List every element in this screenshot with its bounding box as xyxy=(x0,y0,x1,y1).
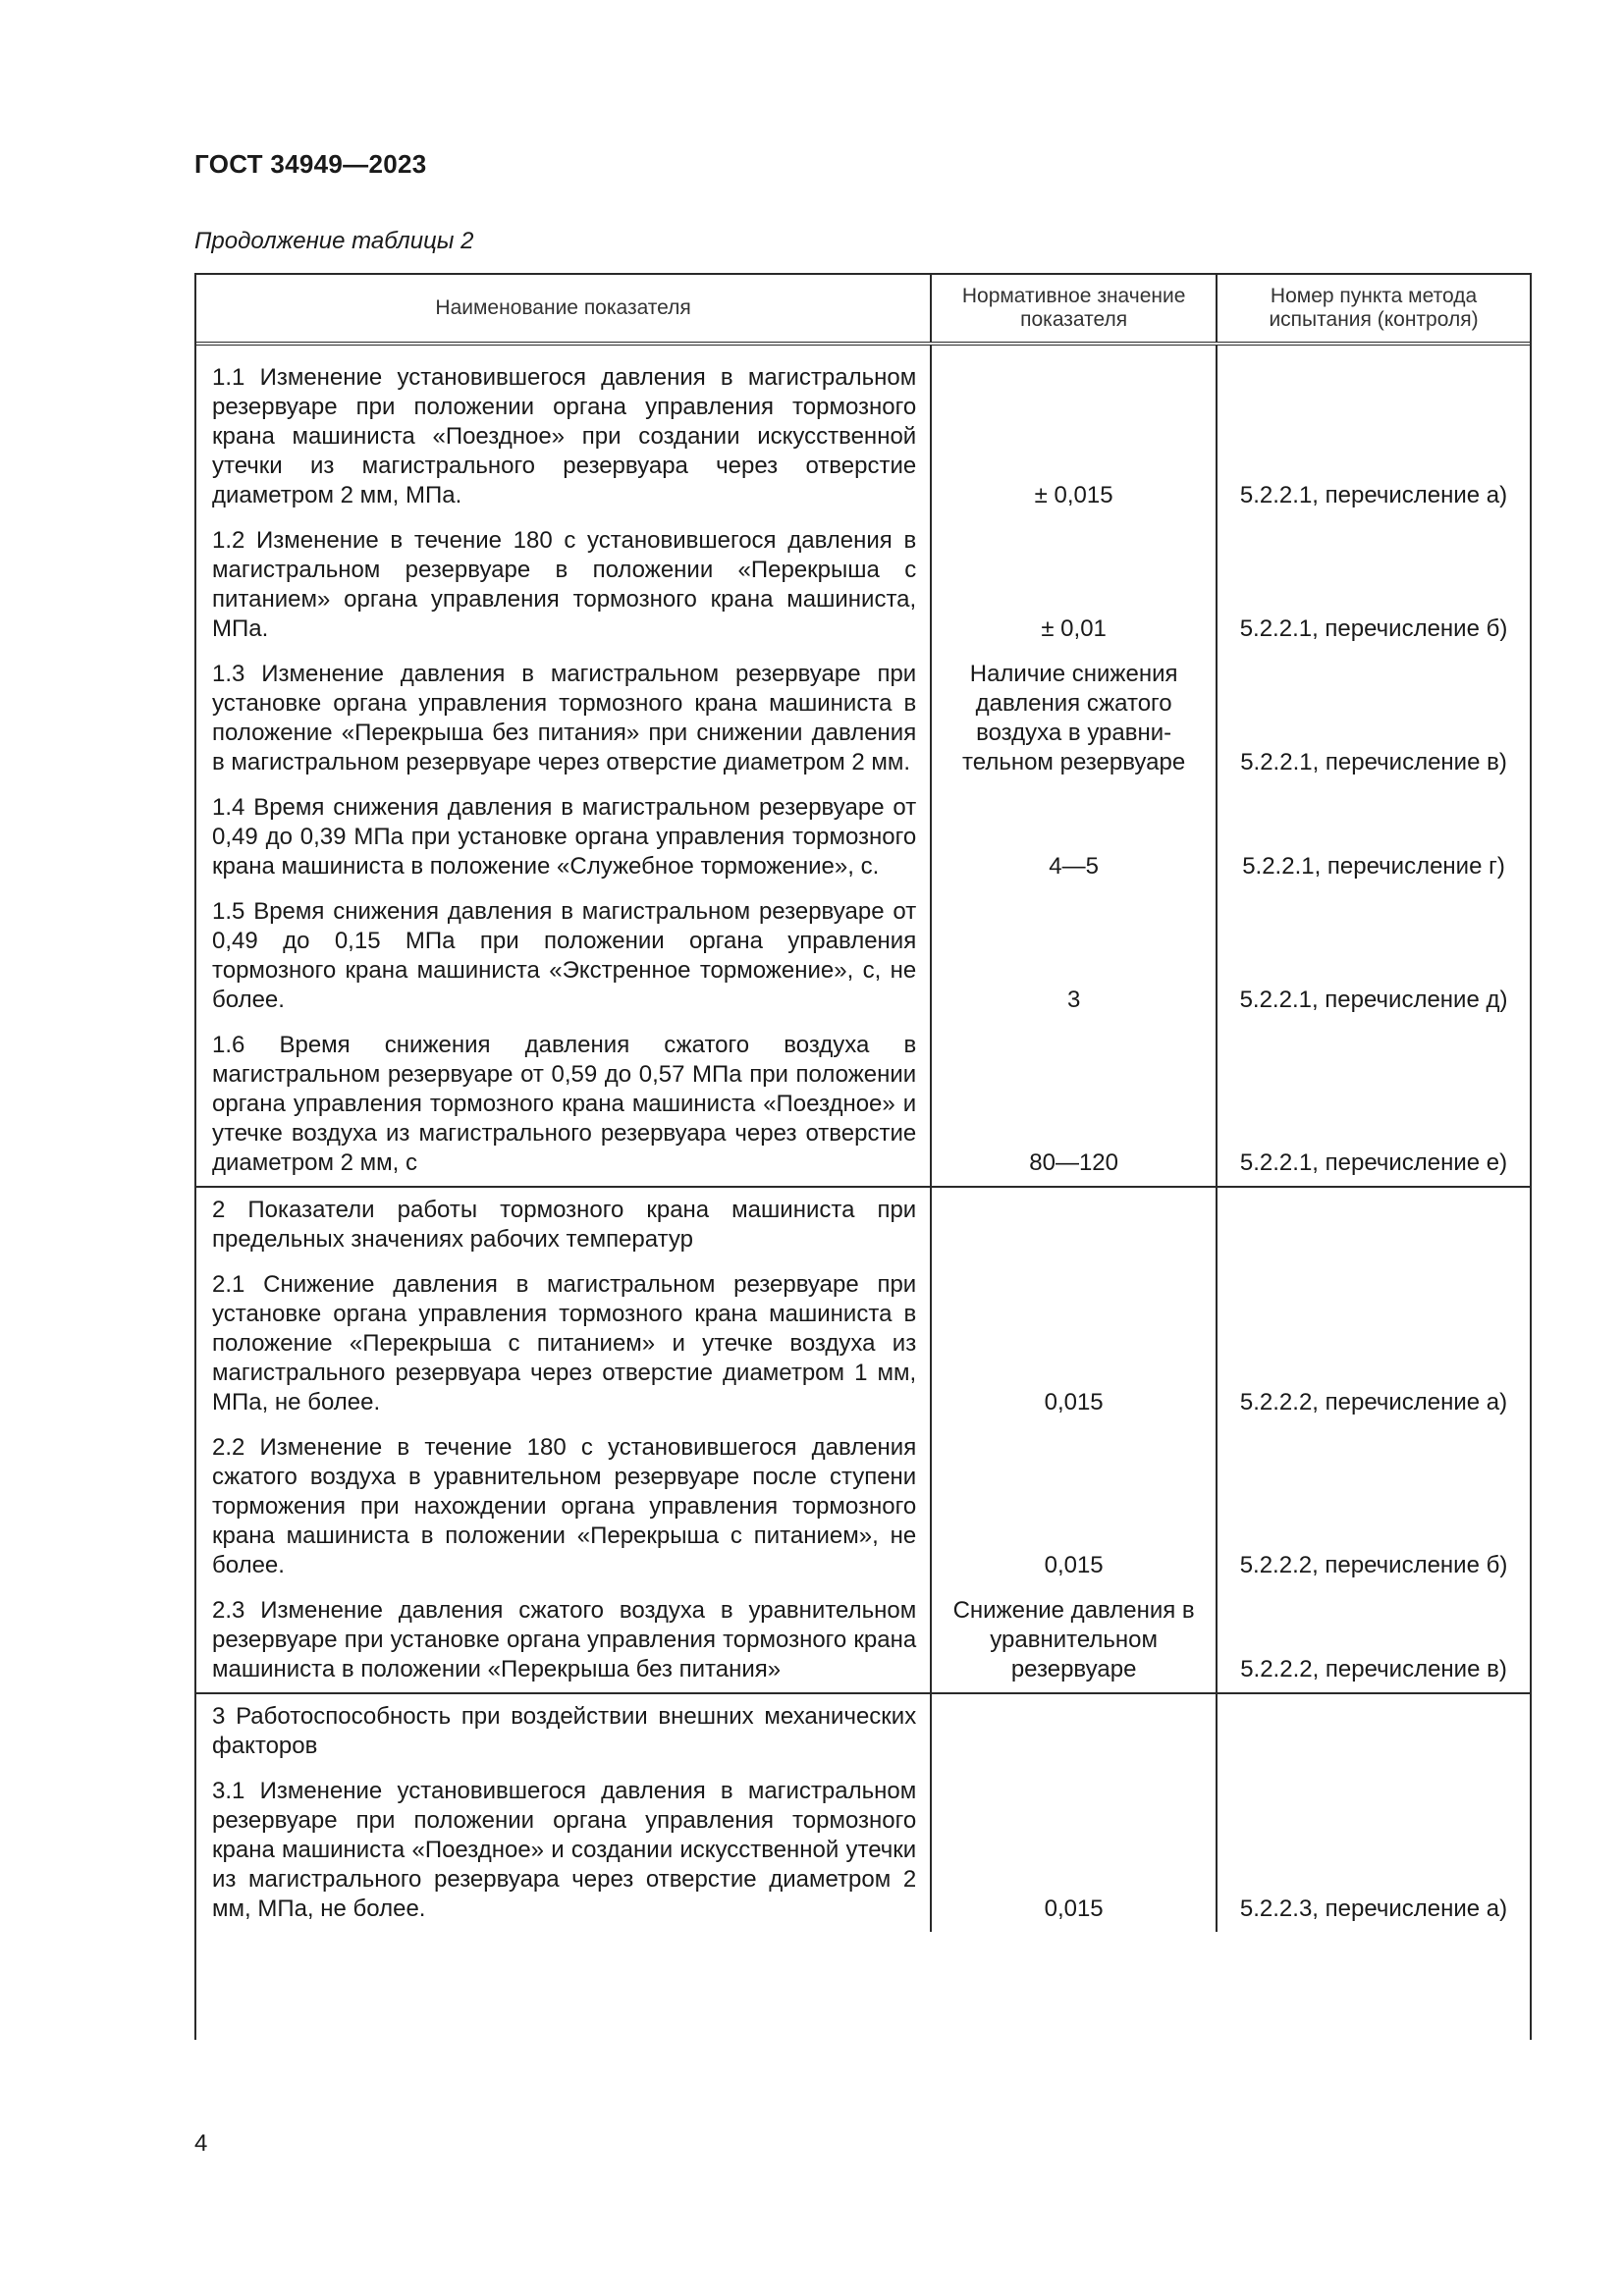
normative-value xyxy=(931,1693,1217,1769)
normative-value: Наличие снижения давления сжатого воздуха в уравни-тельном резервуаре xyxy=(931,652,1217,785)
column-header-name: Наименование показателя xyxy=(196,274,931,344)
indicator-name: 1.1 Изменение установившегося давления в магистральном резервуаре при положении органа управления тормозного крана машиниста «Поездное» при создании искусственной утечки из магистрального резервуара через отверстие диаметром 2 мм, МПа. xyxy=(212,364,917,508)
normative-value: 0,015 xyxy=(931,1262,1217,1425)
normative-value: 4—5 xyxy=(931,785,1217,889)
table-row xyxy=(196,785,1530,889)
method-reference xyxy=(1217,1187,1530,1262)
normative-value xyxy=(931,1187,1217,1262)
column-header-method: Номер пункта метода испытания (контроля) xyxy=(1217,274,1530,344)
method-reference: 5.2.2.1, перечисление д) xyxy=(1217,889,1530,1023)
section-header-row xyxy=(196,1693,1530,1769)
method-reference: 5.2.2.1, перечисление г) xyxy=(1217,785,1530,889)
method-reference: 5.2.2.1, перечисление е) xyxy=(1217,1023,1530,1187)
table-row xyxy=(196,889,1530,1023)
table-row xyxy=(196,1023,1530,1187)
method-reference: 5.2.2.3, перечисление а) xyxy=(1217,1769,1530,1932)
document-code: ГОСТ 34949—2023 xyxy=(194,149,427,179)
normative-value: ± 0,01 xyxy=(931,518,1217,652)
method-reference: 5.2.2.1, перечисление а) xyxy=(1217,355,1530,518)
indicator-name: 2.2 Изменение в течение 180 с установившегося давления сжатого воздуха в уравнительном резервуаре после ступени торможения при нахождении органа управления тормозного крана машиниста в положении «Перекрыша с питанием», не более. xyxy=(212,1434,917,1578)
indicator-name: 1.5 Время снижения давления в магистральном резервуаре от 0,49 до 0,15 МПа при положении органа управления тормозного крана машиниста «Экстренное торможение», с, не более. xyxy=(212,898,917,1013)
table-row xyxy=(196,652,1530,785)
section-title: 3 Работоспособность при воздействии внешних механических факторов xyxy=(196,1693,931,1769)
indicator-name: 1.3 Изменение давления в магистральном резервуаре при установке органа управления тормозного крана машиниста в положение «Перекрыша без питания» при снижении давления в магистральном резервуаре через отверстие диаметром 2 мм. xyxy=(212,661,917,775)
table-row xyxy=(196,1588,1530,1693)
method-reference: 5.2.2.2, перечисление в) xyxy=(1217,1588,1530,1693)
normative-value: 80—120 xyxy=(931,1023,1217,1187)
table-row xyxy=(196,1769,1530,1932)
requirements-table xyxy=(194,273,1532,2040)
table-row xyxy=(196,518,1530,652)
table-header-row xyxy=(196,274,1530,344)
normative-value: 0,015 xyxy=(931,1769,1217,1932)
section-title: 2 Показатели работы тормозного крана машиниста при предельных значениях рабочих температур xyxy=(196,1187,931,1262)
normative-value: Снижение давления в уравнительном резервуаре xyxy=(931,1588,1217,1693)
indicator-name: 3.1 Изменение установившегося давления в магистральном резервуаре при положении органа управления тормозного крана машиниста «Поездное» и создании искусственной утечки из магистрального резервуара через отверстие диаметром 2 мм, МПа, не более. xyxy=(212,1778,917,1922)
normative-value: 3 xyxy=(931,889,1217,1023)
column-header-value: Нормативное значение показателя xyxy=(931,274,1217,344)
normative-value: 0,015 xyxy=(931,1425,1217,1588)
normative-value: ± 0,015 xyxy=(931,355,1217,518)
indicator-name: 1.6 Время снижения давления сжатого воздуха в магистральном резервуаре от 0,59 до 0,57 МПа при положении органа управления тормозного крана машиниста «Поездное» и утечке воздуха из магистрального резервуара через отверстие диаметром 2 мм, с xyxy=(212,1032,917,1176)
method-reference: 5.2.2.2, перечисление а) xyxy=(1217,1262,1530,1425)
table-row xyxy=(196,1425,1530,1588)
page-number: 4 xyxy=(194,2130,208,2157)
table-row xyxy=(196,1262,1530,1425)
indicator-name: 1.4 Время снижения давления в магистральном резервуаре от 0,49 до 0,39 МПа при установке органа управления тормозного крана машиниста в положение «Служебное торможение», с. xyxy=(212,794,917,880)
method-reference: 5.2.2.1, перечисление в) xyxy=(1217,652,1530,785)
table-caption: Продолжение таблицы 2 xyxy=(194,228,474,254)
indicator-name: 1.2 Изменение в течение 180 с установившегося давления в магистральном резервуаре в положении «Перекрыша с питанием» органа управления тормозного крана машиниста, МПа. xyxy=(212,527,917,642)
method-reference: 5.2.2.2, перечисление б) xyxy=(1217,1425,1530,1588)
section-header-row xyxy=(196,1187,1530,1262)
table-row xyxy=(196,355,1530,518)
method-reference xyxy=(1217,1693,1530,1769)
indicator-name: 2.3 Изменение давления сжатого воздуха в уравнительном резервуаре при установке органа управления тормозного крана машиниста в положении «Перекрыша без питания» xyxy=(212,1597,917,1682)
indicator-name: 2.1 Снижение давления в магистральном резервуаре при установке органа управления тормозного крана машиниста в положение «Перекрыша с питанием» и утечке воздуха из магистрального резервуара через отверстие диаметром 1 мм, МПа, не более. xyxy=(212,1271,917,1415)
method-reference: 5.2.2.1, перечисление б) xyxy=(1217,518,1530,652)
